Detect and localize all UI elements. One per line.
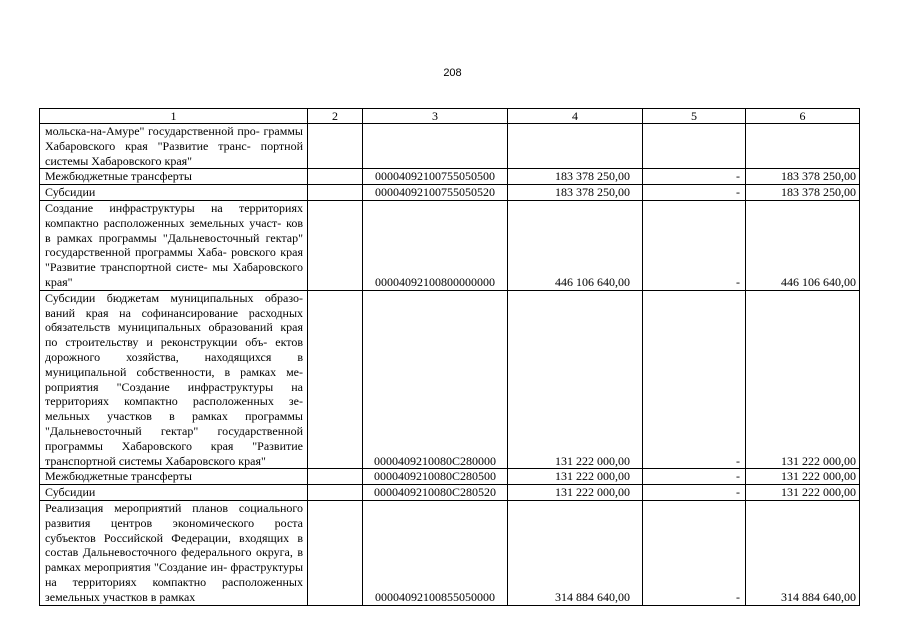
table-row	[40, 124, 860, 169]
row-name-line: мельных участков в рамках программы	[45, 409, 303, 424]
row-name-line: граммы Хабаровского края "Развитие транс-	[45, 124, 303, 153]
row-amount: 183 378 250,00	[508, 185, 643, 201]
row-name-line: Межбюджетные трансферты	[45, 469, 192, 484]
row-code: 0000409210080С280000	[363, 290, 508, 469]
row-name-line: гектар" государственной программы Хаба-	[45, 230, 303, 260]
row-name	[40, 500, 308, 605]
row-col-5: -	[643, 185, 746, 201]
row-code: 00004092100855050000	[363, 500, 508, 605]
row-name-line: мольска-на-Амуре" государственной про-	[45, 124, 260, 138]
row-col-5: -	[643, 500, 746, 605]
row-name-line: компактно расположенных земельных участ-	[45, 215, 282, 230]
column-header-6: 6	[746, 109, 860, 124]
row-amount: 131 222 000,00	[508, 469, 643, 485]
row-amount	[508, 124, 643, 169]
row-amount: 446 106 640,00	[508, 200, 643, 290]
row-name	[40, 169, 308, 185]
row-col-5: -	[643, 290, 746, 469]
table-row	[40, 169, 860, 185]
row-name-line: Субсидии бюджетам муниципальных образо-	[45, 290, 303, 305]
row-name	[40, 200, 308, 290]
row-name-line: развития центров экономического роста	[45, 515, 303, 530]
row-amount: 131 222 000,00	[508, 485, 643, 501]
table-row	[40, 290, 860, 469]
row-code: 00004092100755050500	[363, 169, 508, 185]
row-name	[40, 469, 308, 485]
row-name	[40, 485, 308, 501]
row-col-2	[308, 124, 363, 169]
row-name-line: мы Хабаровского края"	[45, 260, 303, 289]
budget-table	[39, 108, 860, 606]
row-name-line: портной системы Хабаровского края"	[45, 138, 304, 168]
row-name-line: Субсидии	[45, 485, 96, 500]
column-header-4: 4	[508, 109, 643, 124]
table-row	[40, 200, 860, 290]
column-header-5: 5	[643, 109, 746, 124]
row-name-line: "Дальневосточный гектар" государственной	[45, 423, 303, 438]
row-col-2	[308, 185, 363, 201]
row-col-2	[308, 200, 363, 290]
row-name	[40, 124, 308, 169]
row-col-5: -	[643, 169, 746, 185]
row-col-5: -	[643, 200, 746, 290]
row-name-line: транспортной системы Хабаровского края"	[45, 453, 266, 468]
row-total: 183 378 250,00	[746, 169, 860, 185]
row-name-line: Создание инфраструктуры на территориях	[45, 200, 303, 215]
row-name-line: ваний края на софинансирование расходных	[45, 305, 303, 320]
row-name-line: округа, в рамках мероприятия "Создание ин-	[45, 545, 303, 575]
row-name	[40, 290, 308, 469]
row-name-line: Реализация мероприятий планов социального	[45, 500, 303, 515]
row-name	[40, 185, 308, 201]
row-code: 0000409210080С280520	[363, 485, 508, 501]
row-name-line: муниципальной собственности, в рамках ме-	[45, 364, 303, 379]
row-amount: 314 884 640,00	[508, 500, 643, 605]
row-name-line: фраструктуры на территориях компактно	[45, 560, 304, 589]
row-amount: 131 222 000,00	[508, 290, 643, 469]
table-row	[40, 485, 860, 501]
row-total: 446 106 640,00	[746, 200, 860, 290]
row-name-line: ков в рамках программы "Дальневосточный	[45, 215, 303, 245]
row-name-line: края по строительству и реконструкции объ-	[45, 320, 303, 350]
row-col-5	[643, 124, 746, 169]
row-name-line: программы Хабаровского края "Развитие	[45, 438, 303, 453]
row-code: 00004092100755050520	[363, 185, 508, 201]
row-code: 00004092100800000000	[363, 200, 508, 290]
row-total: 131 222 000,00	[746, 485, 860, 501]
row-col-2	[308, 469, 363, 485]
row-code	[363, 124, 508, 169]
header-row	[40, 109, 860, 124]
row-total: 314 884 640,00	[746, 500, 860, 605]
row-col-5: -	[643, 469, 746, 485]
row-name-line: роприятия "Создание инфраструктуры на	[45, 379, 303, 394]
column-header-3: 3	[363, 109, 508, 124]
page-number: 208	[443, 67, 462, 79]
row-total: 131 222 000,00	[746, 290, 860, 469]
row-total	[746, 124, 860, 169]
row-name-line: ектов дорожного хозяйства, находящихся в	[45, 335, 303, 364]
row-total: 131 222 000,00	[746, 469, 860, 485]
table-row	[40, 500, 860, 605]
row-name-line: Межбюджетные трансферты	[45, 169, 192, 184]
row-code: 0000409210080С280500	[363, 469, 508, 485]
row-name-line: расположенных земельных участков в рамках	[45, 574, 303, 604]
row-col-2	[308, 500, 363, 605]
row-col-5: -	[643, 485, 746, 501]
row-total: 183 378 250,00	[746, 185, 860, 201]
table-row	[40, 469, 860, 485]
row-name-line: в состав Дальневосточного федерального	[45, 530, 304, 560]
row-col-2	[308, 485, 363, 501]
row-col-2	[308, 290, 363, 469]
table-row	[40, 185, 860, 201]
column-header-2: 2	[308, 109, 363, 124]
row-name-line: Субсидии	[45, 185, 96, 200]
row-name-line: субъектов Российской Федерации, входящих	[45, 530, 290, 545]
row-amount: 183 378 250,00	[508, 169, 643, 185]
row-name-line: территориях компактно расположенных зе-	[45, 394, 303, 409]
column-header-1: 1	[40, 109, 308, 124]
row-col-2	[308, 169, 363, 185]
row-name-line: обязательств муниципальных образований	[45, 320, 273, 335]
row-name-line: ровского края "Развитие транспортной систе-	[45, 245, 303, 275]
